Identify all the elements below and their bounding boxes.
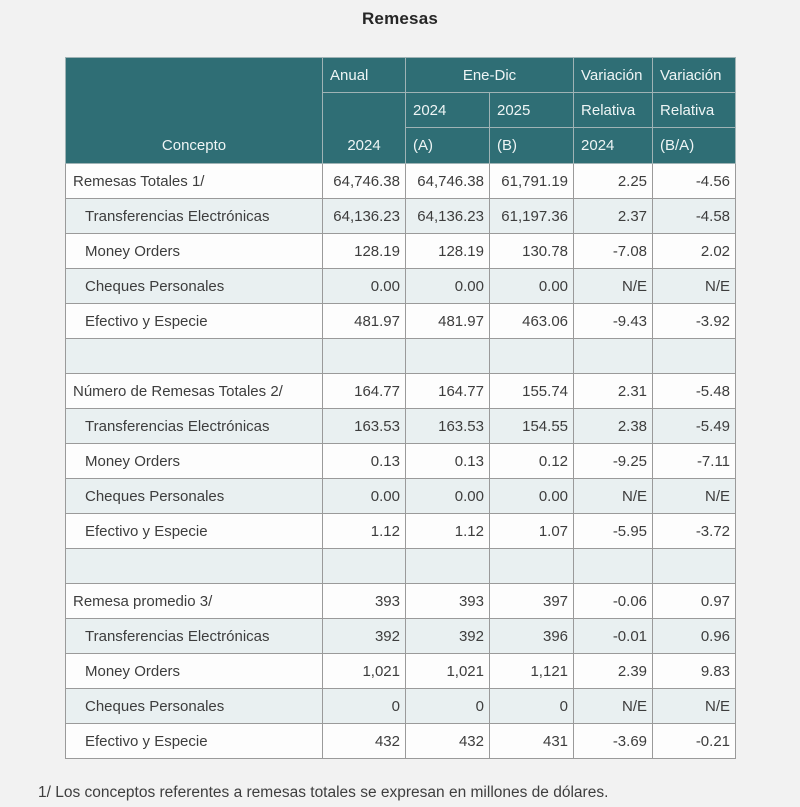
spacer-row: [66, 339, 736, 374]
value-cell: -0.06: [574, 584, 653, 619]
spacer-row: [66, 549, 736, 584]
value-cell: -3.69: [574, 724, 653, 759]
concept-cell: Efectivo y Especie: [66, 304, 323, 339]
value-cell: N/E: [574, 479, 653, 514]
table-row: [66, 619, 736, 654]
value-cell: -9.43: [574, 304, 653, 339]
table-row: [66, 199, 736, 234]
value-cell: 0.13: [323, 444, 406, 479]
table-row: [66, 374, 736, 409]
concept-cell: Remesas Totales 1/: [66, 164, 323, 199]
value-cell: 130.78: [490, 234, 574, 269]
header-col-a-year: 2024: [406, 93, 490, 128]
value-cell: [653, 549, 736, 584]
value-cell: -7.11: [653, 444, 736, 479]
table-row: [66, 409, 736, 444]
concept-cell: Cheques Personales: [66, 269, 323, 304]
value-cell: 0.12: [490, 444, 574, 479]
value-cell: 2.25: [574, 164, 653, 199]
value-cell: -7.08: [574, 234, 653, 269]
header-var1-line3: 2024: [574, 128, 653, 164]
table-row: [66, 724, 736, 759]
header-var2-line2: Relativa: [653, 93, 736, 128]
value-cell: 0.96: [653, 619, 736, 654]
value-cell: -4.58: [653, 199, 736, 234]
value-cell: 1,021: [323, 654, 406, 689]
value-cell: 128.19: [406, 234, 490, 269]
header-var2-line1: Variación: [653, 58, 736, 93]
value-cell: 393: [323, 584, 406, 619]
value-cell: 1.12: [323, 514, 406, 549]
value-cell: 0.00: [490, 269, 574, 304]
value-cell: -0.01: [574, 619, 653, 654]
value-cell: N/E: [653, 269, 736, 304]
value-cell: 0.00: [490, 479, 574, 514]
table-row: [66, 514, 736, 549]
header-var2-line3: (B/A): [653, 128, 736, 164]
value-cell: 2.37: [574, 199, 653, 234]
value-cell: 2.38: [574, 409, 653, 444]
value-cell: 0.00: [406, 479, 490, 514]
value-cell: 164.77: [323, 374, 406, 409]
value-cell: 397: [490, 584, 574, 619]
value-cell: [323, 549, 406, 584]
value-cell: 392: [323, 619, 406, 654]
value-cell: [653, 339, 736, 374]
table-body: [66, 164, 736, 759]
concept-cell: Cheques Personales: [66, 689, 323, 724]
value-cell: 163.53: [406, 409, 490, 444]
table-row: [66, 269, 736, 304]
value-cell: 61,197.36: [490, 199, 574, 234]
value-cell: 61,791.19: [490, 164, 574, 199]
value-cell: -5.95: [574, 514, 653, 549]
page-title: Remesas: [361, 9, 439, 28]
value-cell: -4.56: [653, 164, 736, 199]
value-cell: 1,021: [406, 654, 490, 689]
value-cell: 64,136.23: [323, 199, 406, 234]
table-row: [66, 584, 736, 619]
value-cell: [406, 339, 490, 374]
table-row: [66, 479, 736, 514]
header-col-b-year: 2025: [490, 93, 574, 128]
header-var1-line2: Relativa: [574, 93, 653, 128]
concept-cell: Transferencias Electrónicas: [66, 409, 323, 444]
value-cell: 2.02: [653, 234, 736, 269]
value-cell: 154.55: [490, 409, 574, 444]
value-cell: 481.97: [406, 304, 490, 339]
value-cell: 0: [490, 689, 574, 724]
value-cell: 0.00: [323, 479, 406, 514]
concept-cell: Money Orders: [66, 444, 323, 479]
value-cell: -3.72: [653, 514, 736, 549]
value-cell: -9.25: [574, 444, 653, 479]
table-row: [66, 164, 736, 199]
value-cell: [323, 339, 406, 374]
value-cell: -5.48: [653, 374, 736, 409]
concept-cell: Transferencias Electrónicas: [66, 619, 323, 654]
table-row: [66, 654, 736, 689]
concept-cell: [66, 549, 323, 584]
header-anual-label: Anual: [323, 58, 406, 93]
value-cell: [406, 549, 490, 584]
footnote: 1/ Los conceptos referentes a remesas totales se expresan en millones de dólares.: [38, 784, 609, 801]
remesas-table: [65, 57, 736, 759]
value-cell: -5.49: [653, 409, 736, 444]
concept-cell: Remesa promedio 3/: [66, 584, 323, 619]
value-cell: N/E: [653, 479, 736, 514]
concept-cell: Número de Remesas Totales 2/: [66, 374, 323, 409]
value-cell: 0: [406, 689, 490, 724]
value-cell: 2.39: [574, 654, 653, 689]
value-cell: 128.19: [323, 234, 406, 269]
concept-cell: [66, 339, 323, 374]
value-cell: 431: [490, 724, 574, 759]
table-row: [66, 444, 736, 479]
value-cell: 164.77: [406, 374, 490, 409]
header-var1-line1: Variación: [574, 58, 653, 93]
value-cell: 1.12: [406, 514, 490, 549]
value-cell: 2.31: [574, 374, 653, 409]
header-anual-year: 2024: [323, 93, 406, 164]
table-header: [66, 58, 736, 164]
value-cell: 0: [323, 689, 406, 724]
concept-cell: Money Orders: [66, 234, 323, 269]
value-cell: [574, 339, 653, 374]
concept-cell: Efectivo y Especie: [66, 514, 323, 549]
value-cell: 0.00: [323, 269, 406, 304]
concept-cell: Efectivo y Especie: [66, 724, 323, 759]
value-cell: 393: [406, 584, 490, 619]
value-cell: 64,136.23: [406, 199, 490, 234]
concept-cell: Money Orders: [66, 654, 323, 689]
value-cell: 163.53: [323, 409, 406, 444]
value-cell: 0.13: [406, 444, 490, 479]
value-cell: 64,746.38: [323, 164, 406, 199]
value-cell: 463.06: [490, 304, 574, 339]
value-cell: 1,121: [490, 654, 574, 689]
value-cell: 0.00: [406, 269, 490, 304]
table-row: [66, 234, 736, 269]
header-enedic-label: Ene-Dic: [406, 58, 574, 93]
value-cell: 392: [406, 619, 490, 654]
value-cell: 64,746.38: [406, 164, 490, 199]
value-cell: [490, 339, 574, 374]
value-cell: 9.83: [653, 654, 736, 689]
value-cell: N/E: [574, 269, 653, 304]
value-cell: [574, 549, 653, 584]
value-cell: 481.97: [323, 304, 406, 339]
value-cell: [490, 549, 574, 584]
value-cell: 432: [406, 724, 490, 759]
concept-cell: Transferencias Electrónicas: [66, 199, 323, 234]
value-cell: N/E: [574, 689, 653, 724]
value-cell: -0.21: [653, 724, 736, 759]
header-col-a-sub: (A): [406, 128, 490, 164]
value-cell: N/E: [653, 689, 736, 724]
value-cell: 396: [490, 619, 574, 654]
value-cell: 1.07: [490, 514, 574, 549]
table-row: [66, 689, 736, 724]
table-row: [66, 304, 736, 339]
concept-cell: Cheques Personales: [66, 479, 323, 514]
value-cell: 155.74: [490, 374, 574, 409]
value-cell: 432: [323, 724, 406, 759]
value-cell: 0.97: [653, 584, 736, 619]
header-concepto: Concepto: [66, 58, 323, 164]
header-row-1: [66, 58, 736, 93]
value-cell: -3.92: [653, 304, 736, 339]
header-col-b-sub: (B): [490, 128, 574, 164]
